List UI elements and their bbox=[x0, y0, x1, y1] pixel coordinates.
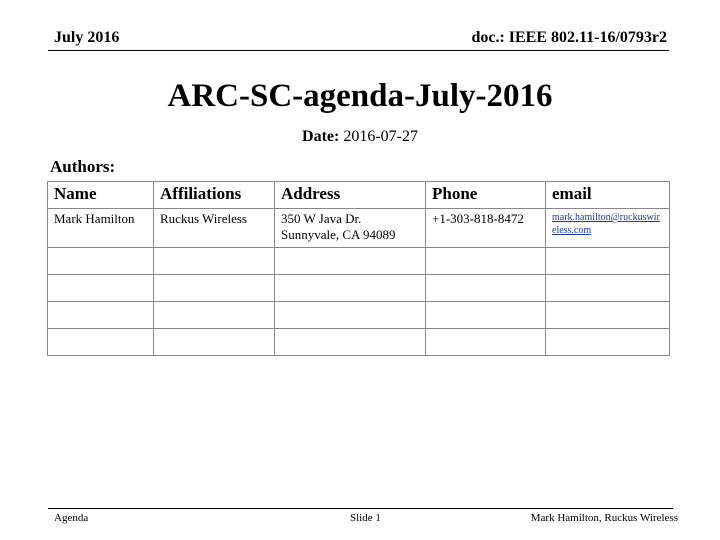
empty-cell bbox=[546, 302, 670, 329]
empty-cell bbox=[154, 275, 275, 302]
header-date: July 2016 bbox=[54, 29, 120, 46]
empty-cell bbox=[48, 302, 154, 329]
empty-cell bbox=[546, 248, 670, 275]
empty-cell bbox=[48, 275, 154, 302]
empty-cell bbox=[275, 302, 426, 329]
footer-divider bbox=[48, 508, 673, 509]
cell-address bbox=[275, 209, 426, 248]
empty-cell bbox=[426, 275, 546, 302]
empty-cell bbox=[154, 329, 275, 356]
empty-cell bbox=[426, 329, 546, 356]
table-row-empty bbox=[48, 329, 670, 356]
date-value: 2016-07-27 bbox=[343, 128, 418, 145]
empty-cell bbox=[275, 329, 426, 356]
empty-cell bbox=[48, 248, 154, 275]
date-line bbox=[0, 128, 720, 146]
cell-email-link[interactable]: mark.hamilton@ruckuswireless.com bbox=[546, 209, 670, 248]
cell-name: Mark Hamilton bbox=[48, 209, 154, 248]
empty-cell bbox=[154, 302, 275, 329]
empty-cell bbox=[275, 275, 426, 302]
header-doc-id: doc.: IEEE 802.11-16/0793r2 bbox=[471, 29, 667, 46]
date-label: Date: bbox=[302, 128, 340, 145]
footer-author: Mark Hamilton, Ruckus Wireless bbox=[530, 512, 678, 524]
footer-topic: Agenda bbox=[54, 512, 89, 524]
empty-cell bbox=[426, 248, 546, 275]
table-row-empty bbox=[48, 275, 670, 302]
col-header-affiliations: Affiliations bbox=[154, 182, 275, 209]
header-divider bbox=[48, 50, 669, 51]
authors-table bbox=[47, 181, 670, 356]
empty-cell bbox=[48, 329, 154, 356]
col-header-address: Address bbox=[275, 182, 426, 209]
table-header-row bbox=[48, 182, 670, 209]
footer-slide-number: Slide 1 bbox=[350, 512, 381, 524]
cell-phone: +1-303-818-8472 bbox=[426, 209, 546, 248]
empty-cell bbox=[154, 248, 275, 275]
empty-cell bbox=[275, 248, 426, 275]
table-row bbox=[48, 209, 670, 248]
empty-cell bbox=[546, 329, 670, 356]
address-line-2: Sunnyvale, CA 94089 bbox=[281, 227, 396, 242]
empty-cell bbox=[426, 302, 546, 329]
col-header-name: Name bbox=[48, 182, 154, 209]
authors-label: Authors: bbox=[50, 157, 116, 176]
empty-cell bbox=[546, 275, 670, 302]
table-row-empty bbox=[48, 302, 670, 329]
col-header-email: email bbox=[546, 182, 670, 209]
col-header-phone: Phone bbox=[426, 182, 546, 209]
slide-title: ARC-SC-agenda-July-2016 bbox=[167, 78, 553, 114]
table-row-empty bbox=[48, 248, 670, 275]
address-line-1: 350 W Java Dr. bbox=[281, 211, 362, 226]
cell-affiliation: Ruckus Wireless bbox=[154, 209, 275, 248]
